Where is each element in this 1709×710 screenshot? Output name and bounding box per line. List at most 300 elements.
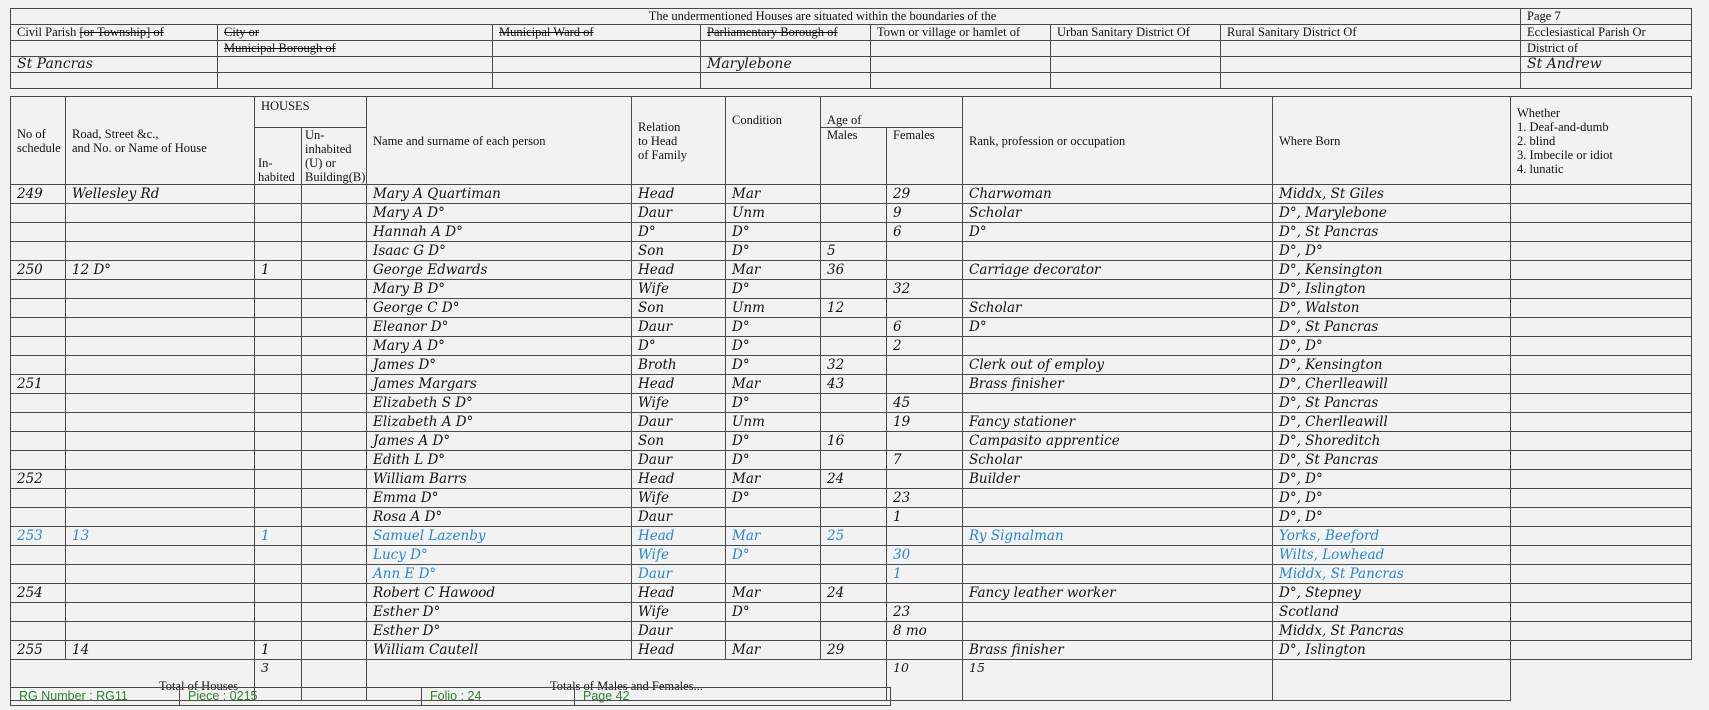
census-rows	[11, 185, 1692, 660]
census-sheet	[10, 8, 1691, 701]
relation-cell: Daur	[632, 318, 726, 337]
females-cell	[887, 584, 963, 603]
schedule-cell	[11, 356, 66, 375]
relation-cell: Head	[632, 470, 726, 489]
road-cell	[66, 318, 255, 337]
total-houses-value: 3	[255, 660, 302, 701]
page-label: Page 7	[1521, 9, 1692, 25]
females-cell	[887, 356, 963, 375]
relation-cell: Wife	[632, 489, 726, 508]
infirmity-cell	[1511, 641, 1692, 660]
males-cell	[821, 280, 887, 299]
females-cell: 32	[887, 280, 963, 299]
birthplace-cell: D°, D°	[1273, 470, 1511, 489]
col-condition: Condition	[726, 97, 821, 185]
inhabited-cell: 1	[255, 261, 302, 280]
condition-cell: Unm	[726, 204, 821, 223]
males-cell: 24	[821, 470, 887, 489]
condition-cell: Mar	[726, 185, 821, 204]
road-cell	[66, 242, 255, 261]
uninhabited-cell	[302, 318, 367, 337]
inhabited-cell	[255, 337, 302, 356]
infirmity-cell	[1511, 375, 1692, 394]
infirmity-cell	[1511, 527, 1692, 546]
table-row	[11, 185, 1692, 204]
occupation-cell: Clerk out of employ	[963, 356, 1273, 375]
table-row	[11, 223, 1692, 242]
uninhabited-cell	[302, 394, 367, 413]
males-cell	[821, 603, 887, 622]
col-inhabited	[255, 128, 302, 185]
inhabited-cell	[255, 470, 302, 489]
col-name: Name and surname of each person	[367, 97, 632, 185]
inhabited-cell	[255, 204, 302, 223]
birthplace-cell: D°, D°	[1273, 508, 1511, 527]
relation-cell: Head	[632, 527, 726, 546]
col-schedule	[11, 97, 66, 185]
occupation-cell: D°	[963, 223, 1273, 242]
females-cell	[887, 527, 963, 546]
males-cell	[821, 318, 887, 337]
uninhabited-cell	[302, 641, 367, 660]
uninhabited-cell	[302, 223, 367, 242]
inhabited-cell: 1	[255, 527, 302, 546]
inhabited-cell	[255, 413, 302, 432]
ecclesiastical-label-2: District of	[1521, 41, 1692, 57]
females-cell: 29	[887, 185, 963, 204]
relation-cell: Daur	[632, 565, 726, 584]
infirmity-cell	[1511, 394, 1692, 413]
uninhabited-cell	[302, 204, 367, 223]
infirmity-cell	[1511, 470, 1692, 489]
condition-cell: D°	[726, 546, 821, 565]
schedule-cell	[11, 394, 66, 413]
uninhabited-cell	[302, 489, 367, 508]
blank-cell	[218, 73, 493, 89]
blank-cell	[1051, 57, 1221, 73]
condition-cell: D°	[726, 280, 821, 299]
parliamentary-value: Marylebone	[701, 57, 871, 73]
blank-cell	[1521, 73, 1692, 89]
schedule-cell	[11, 299, 66, 318]
occupation-cell	[963, 242, 1273, 261]
inhabited-cell	[255, 546, 302, 565]
road-cell	[66, 394, 255, 413]
blank-cell	[493, 41, 701, 57]
road-cell	[66, 432, 255, 451]
blank-cell	[218, 57, 493, 73]
occupation-cell: Scholar	[963, 451, 1273, 470]
females-cell: 1	[887, 565, 963, 584]
infirmity-cell	[1511, 489, 1692, 508]
name-cell: William Cautell	[367, 641, 632, 660]
civil-parish-value: St Pancras	[11, 57, 218, 73]
females-cell: 1	[887, 508, 963, 527]
road-cell: 13	[66, 527, 255, 546]
civil-parish-struck: [or Township] of	[79, 25, 164, 39]
boundaries-header	[10, 8, 1692, 89]
name-cell: Eleanor D°	[367, 318, 632, 337]
females-cell: 6	[887, 223, 963, 242]
females-cell	[887, 299, 963, 318]
uninhabited-cell	[302, 356, 367, 375]
inhabited-cell	[255, 185, 302, 204]
birthplace-cell: D°, Stepney	[1273, 584, 1511, 603]
inhabited-cell	[255, 584, 302, 603]
infirmity-cell	[1511, 337, 1692, 356]
urban-sanitary-label: Urban Sanitary District Of	[1051, 25, 1221, 41]
inhabited-cell	[255, 603, 302, 622]
infirmity-cell	[1511, 223, 1692, 242]
occupation-cell: Brass finisher	[963, 641, 1273, 660]
name-cell: Esther D°	[367, 622, 632, 641]
name-cell: Elizabeth A D°	[367, 413, 632, 432]
col-inhabited-l1: In-	[258, 156, 273, 170]
males-cell	[821, 223, 887, 242]
birthplace-cell: D°, Cherlleawill	[1273, 375, 1511, 394]
females-cell	[887, 641, 963, 660]
road-cell	[66, 356, 255, 375]
schedule-cell	[11, 242, 66, 261]
females-cell: 8 mo	[887, 622, 963, 641]
col-inhabited-l2: habited	[258, 170, 295, 184]
occupation-cell: Fancy leather worker	[963, 584, 1273, 603]
males-cell: 36	[821, 261, 887, 280]
table-row	[11, 546, 1692, 565]
condition-cell: D°	[726, 489, 821, 508]
females-cell: 7	[887, 451, 963, 470]
uninhabited-cell	[302, 185, 367, 204]
road-cell	[66, 204, 255, 223]
occupation-cell	[963, 280, 1273, 299]
blank-cell	[701, 73, 871, 89]
infirmity-cell	[1511, 432, 1692, 451]
table-row	[11, 432, 1692, 451]
uninhabited-cell	[302, 375, 367, 394]
city-or-label: City or	[218, 25, 493, 41]
birthplace-cell: D°, St Pancras	[1273, 394, 1511, 413]
table-row	[11, 242, 1692, 261]
blank-cell	[493, 57, 701, 73]
birthplace-cell: D°, Shoreditch	[1273, 432, 1511, 451]
col-relation-l2: to Head	[638, 133, 678, 148]
occupation-cell	[963, 603, 1273, 622]
birthplace-cell: D°, Islington	[1273, 280, 1511, 299]
col-whether-l4: 3. Imbecile or idiot	[1517, 147, 1613, 162]
table-row	[11, 280, 1692, 299]
uninhabited-cell	[302, 527, 367, 546]
females-cell: 2	[887, 337, 963, 356]
occupation-cell: Carriage decorator	[963, 261, 1273, 280]
name-cell: Mary A D°	[367, 337, 632, 356]
col-relation-l3: of Family	[638, 147, 687, 162]
name-cell: George Edwards	[367, 261, 632, 280]
municipal-ward-label: Municipal Ward of	[493, 25, 701, 41]
inhabited-cell	[255, 508, 302, 527]
infirmity-cell	[1511, 280, 1692, 299]
occupation-cell: Campasito apprentice	[963, 432, 1273, 451]
birthplace-cell: Middx, St Pancras	[1273, 622, 1511, 641]
inhabited-cell	[255, 394, 302, 413]
females-cell: 6	[887, 318, 963, 337]
table-row	[11, 470, 1692, 489]
birthplace-cell: Scotland	[1273, 603, 1511, 622]
infirmity-cell	[1511, 603, 1692, 622]
birthplace-cell: D°, Cherlleawill	[1273, 413, 1511, 432]
table-row	[11, 451, 1692, 470]
name-cell: Emma D°	[367, 489, 632, 508]
females-cell: 45	[887, 394, 963, 413]
uninhabited-cell	[302, 299, 367, 318]
condition-cell	[726, 508, 821, 527]
reference-footer	[10, 687, 891, 706]
relation-cell: D°	[632, 223, 726, 242]
col-males: Males	[821, 128, 887, 185]
schedule-cell: 255	[11, 641, 66, 660]
males-cell	[821, 451, 887, 470]
blank-cell	[871, 57, 1051, 73]
road-cell	[66, 584, 255, 603]
females-cell	[887, 432, 963, 451]
blank-cell	[1511, 660, 1692, 701]
infirmity-cell	[1511, 318, 1692, 337]
occupation-cell: Brass finisher	[963, 375, 1273, 394]
birthplace-cell: Middx, St Giles	[1273, 185, 1511, 204]
road-cell: 14	[66, 641, 255, 660]
civil-parish-prefix: Civil Parish	[17, 25, 80, 39]
blank-cell	[11, 73, 218, 89]
blank-cell	[1051, 41, 1221, 57]
relation-cell: Daur	[632, 204, 726, 223]
name-cell: Mary A D°	[367, 204, 632, 223]
schedule-cell: 252	[11, 470, 66, 489]
col-females: Females	[887, 128, 963, 185]
town-village-label: Town or village or hamlet of	[871, 25, 1051, 41]
ecclesiastical-value: St Andrew	[1521, 57, 1692, 73]
condition-cell: D°	[726, 603, 821, 622]
road-cell	[66, 546, 255, 565]
relation-cell: Daur	[632, 622, 726, 641]
condition-cell: D°	[726, 356, 821, 375]
uninhabited-cell	[302, 432, 367, 451]
males-cell: 43	[821, 375, 887, 394]
relation-cell: D°	[632, 337, 726, 356]
occupation-cell: Scholar	[963, 299, 1273, 318]
occupation-cell: D°	[963, 318, 1273, 337]
schedule-cell	[11, 204, 66, 223]
relation-cell: Wife	[632, 394, 726, 413]
females-cell: 30	[887, 546, 963, 565]
males-cell	[821, 508, 887, 527]
males-cell: 32	[821, 356, 887, 375]
schedule-cell	[11, 432, 66, 451]
schedule-cell: 253	[11, 527, 66, 546]
inhabited-cell	[255, 356, 302, 375]
condition-cell	[726, 622, 821, 641]
birthplace-cell: D°, Kensington	[1273, 261, 1511, 280]
infirmity-cell	[1511, 185, 1692, 204]
schedule-cell	[11, 565, 66, 584]
uninhabited-cell	[302, 603, 367, 622]
relation-cell: Daur	[632, 508, 726, 527]
uninhabited-cell	[302, 584, 367, 603]
birthplace-cell: D°, St Pancras	[1273, 451, 1511, 470]
total-females: 15	[963, 660, 1273, 701]
road-cell	[66, 451, 255, 470]
uninhabited-cell	[302, 451, 367, 470]
males-cell	[821, 185, 887, 204]
occupation-cell: Builder	[963, 470, 1273, 489]
schedule-cell: 249	[11, 185, 66, 204]
males-cell	[821, 394, 887, 413]
condition-cell: Mar	[726, 261, 821, 280]
occupation-cell: Fancy stationer	[963, 413, 1273, 432]
uninhabited-cell	[302, 508, 367, 527]
relation-cell: Head	[632, 185, 726, 204]
blank-cell	[1051, 73, 1221, 89]
condition-cell: Mar	[726, 641, 821, 660]
col-schedule-l2: schedule	[17, 140, 61, 155]
col-whether-l2: 1. Deaf-and-dumb	[1517, 119, 1609, 134]
condition-cell: Mar	[726, 375, 821, 394]
occupation-cell: Ry Signalman	[963, 527, 1273, 546]
uninhabited-cell	[302, 242, 367, 261]
piece-number: Piece : 0215	[180, 688, 422, 705]
schedule-cell	[11, 451, 66, 470]
condition-cell: D°	[726, 223, 821, 242]
infirmity-cell	[1511, 508, 1692, 527]
males-cell: 24	[821, 584, 887, 603]
condition-cell: D°	[726, 451, 821, 470]
name-cell: Isaac G D°	[367, 242, 632, 261]
table-row	[11, 622, 1692, 641]
birthplace-cell: D°, Walston	[1273, 299, 1511, 318]
table-row	[11, 394, 1692, 413]
schedule-cell	[11, 546, 66, 565]
birthplace-cell: D°, D°	[1273, 489, 1511, 508]
name-cell: Ann E D°	[367, 565, 632, 584]
condition-cell: Mar	[726, 470, 821, 489]
males-cell	[821, 337, 887, 356]
relation-cell: Wife	[632, 280, 726, 299]
road-cell	[66, 413, 255, 432]
infirmity-cell	[1511, 204, 1692, 223]
col-road-l2: and No. or Name of House	[72, 140, 207, 155]
condition-cell	[726, 565, 821, 584]
birthplace-cell: D°, St Pancras	[1273, 318, 1511, 337]
boundaries-title-text: The undermentioned Houses are situated within the boundaries of the	[648, 9, 997, 23]
condition-cell: D°	[726, 242, 821, 261]
occupation-cell	[963, 622, 1273, 641]
infirmity-cell	[1511, 622, 1692, 641]
inhabited-cell	[255, 299, 302, 318]
females-cell	[887, 242, 963, 261]
uninhabited-cell	[302, 413, 367, 432]
name-cell: William Barrs	[367, 470, 632, 489]
condition-cell: Unm	[726, 413, 821, 432]
col-schedule-l1: No of	[17, 126, 46, 141]
col-born: Where Born	[1273, 97, 1511, 185]
infirmity-cell	[1511, 299, 1692, 318]
uninhabited-cell	[302, 280, 367, 299]
col-relation	[632, 97, 726, 185]
road-cell	[66, 565, 255, 584]
infirmity-cell	[1511, 356, 1692, 375]
infirmity-cell	[1511, 413, 1692, 432]
table-row	[11, 603, 1692, 622]
col-road	[66, 97, 255, 185]
name-cell: Samuel Lazenby	[367, 527, 632, 546]
condition-cell: Mar	[726, 527, 821, 546]
table-row	[11, 413, 1692, 432]
totals-persons-label: Totals of Males and Females...	[367, 660, 887, 701]
schedule-cell	[11, 223, 66, 242]
col-houses: HOUSES	[255, 97, 367, 128]
condition-cell: D°	[726, 432, 821, 451]
blank-cell	[1221, 57, 1521, 73]
name-cell: Rosa A D°	[367, 508, 632, 527]
males-cell: 29	[821, 641, 887, 660]
blank-cell	[871, 73, 1051, 89]
relation-cell: Wife	[632, 546, 726, 565]
table-row	[11, 641, 1692, 660]
inhabited-cell	[255, 223, 302, 242]
relation-cell: Wife	[632, 603, 726, 622]
table-row	[11, 299, 1692, 318]
table-row	[11, 356, 1692, 375]
name-cell: Mary B D°	[367, 280, 632, 299]
condition-cell: Mar	[726, 584, 821, 603]
blank-cell	[871, 41, 1051, 57]
name-cell: James Margars	[367, 375, 632, 394]
table-row	[11, 318, 1692, 337]
uninhabited-cell	[302, 470, 367, 489]
females-cell: 19	[887, 413, 963, 432]
birthplace-cell: D°, D°	[1273, 242, 1511, 261]
schedule-cell: 251	[11, 375, 66, 394]
blank-cell	[11, 41, 218, 57]
males-cell	[821, 565, 887, 584]
inhabited-cell	[255, 318, 302, 337]
col-uninhabited-l1: Un-	[305, 128, 325, 142]
road-cell	[66, 622, 255, 641]
relation-cell: Head	[632, 375, 726, 394]
relation-cell: Daur	[632, 413, 726, 432]
inhabited-cell	[255, 432, 302, 451]
ecclesiastical-label-1: Ecclesiastical Parish Or	[1521, 25, 1692, 41]
birthplace-cell: D°, Kensington	[1273, 356, 1511, 375]
occupation-cell: Charwoman	[963, 185, 1273, 204]
uninhabited-cell	[302, 622, 367, 641]
name-cell: Mary A Quartiman	[367, 185, 632, 204]
col-whether-l1: Whether	[1517, 105, 1561, 120]
inhabited-cell	[255, 375, 302, 394]
inhabited-cell	[255, 622, 302, 641]
road-cell	[66, 299, 255, 318]
relation-cell: Daur	[632, 451, 726, 470]
inhabited-cell	[255, 451, 302, 470]
occupation-cell: Scholar	[963, 204, 1273, 223]
road-cell	[66, 603, 255, 622]
infirmity-cell	[1511, 546, 1692, 565]
road-cell	[66, 337, 255, 356]
table-row	[11, 489, 1692, 508]
blank-cell	[1221, 73, 1521, 89]
table-row	[11, 508, 1692, 527]
table-row	[11, 337, 1692, 356]
road-cell	[66, 375, 255, 394]
uninhabited-cell	[302, 261, 367, 280]
